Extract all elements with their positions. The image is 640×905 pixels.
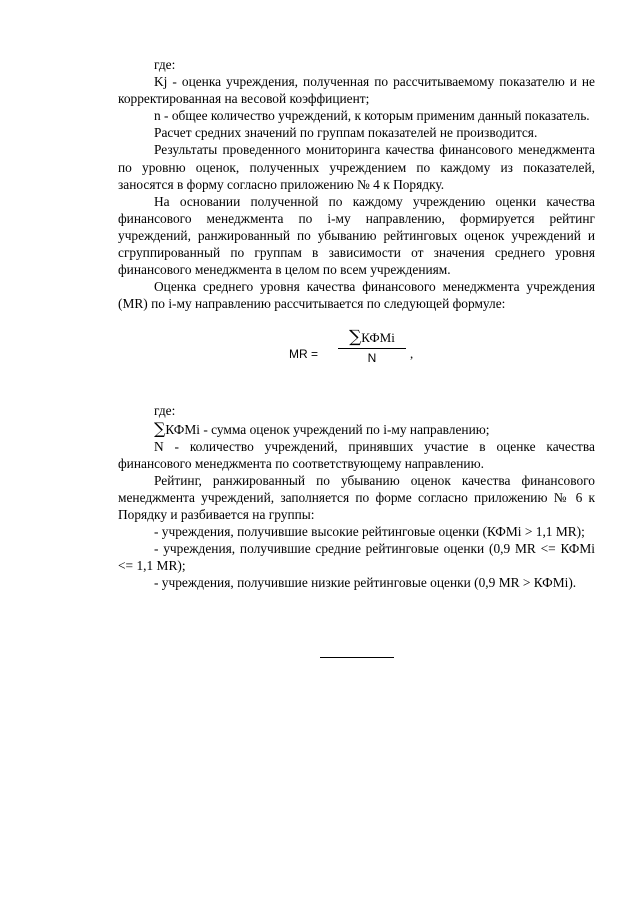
end-divider xyxy=(320,657,394,658)
paragraph-rating-basis: На основании полученной по каждому учреждению оценки качества финансового менеджмента по i-му направлению, формируется рейтинг учреждений, ранжированный по убыванию рейтинговых оценок учреждений и сгруппированный по группам в зависимости от значения среднего уровня финансового менеджмента в целом по всем учреждениям. xyxy=(118,193,595,278)
document-body xyxy=(118,56,595,591)
paragraph-mr-intro: Оценка среднего уровня качества финансового менеджмента учреждения (MR) по i-му направлению рассчитывается по следующей формуле: xyxy=(118,279,595,312)
paragraph-where-2: где: xyxy=(154,403,176,419)
list-item-low: - учреждения, получившие низкие рейтинговые оценки (0,9 MR > КФMi). xyxy=(154,575,577,591)
formula-numerator xyxy=(336,327,408,347)
sum-text: - сумма оценок учреждений по i-му направлению; xyxy=(199,421,490,437)
formula-numerator-term: КФMi xyxy=(361,330,395,346)
paragraph-N-definition: N - количество учреждений, принявших участие в оценке качества финансового менеджмента по соответствующему направлению. xyxy=(118,438,595,471)
sum-symbol: ∑ xyxy=(154,418,166,438)
formula-fraction xyxy=(336,327,408,366)
paragraph-n-definition: n - общее количество учреждений, к которым применим данный показатель. xyxy=(154,108,590,124)
paragraph-sum-definition xyxy=(118,420,595,438)
sigma-symbol: ∑ xyxy=(349,327,362,348)
mr-formula xyxy=(118,312,595,402)
fraction-bar xyxy=(338,348,406,349)
formula-comma: , xyxy=(410,346,414,362)
paragraph-where-1: где: xyxy=(154,57,176,72)
formula-denominator: N xyxy=(367,351,377,366)
list-item-high: - учреждения, получившие высокие рейтинговые оценки (КФMi > 1,1 MR); xyxy=(154,524,585,540)
paragraph-monitoring-results: Результаты проведенного мониторинга качества финансового менеджмента по уровню оценок, полученных учреждением по каждому из показателей, заносятся в форму согласно приложению № 4 к Порядку. xyxy=(118,142,595,192)
formula-lhs: MR = xyxy=(289,347,319,362)
sum-term: КФMi xyxy=(165,421,200,437)
paragraph-no-averages: Расчет средних значений по группам показателей не производится. xyxy=(154,125,538,141)
paragraph-kj-definition: Kj - оценка учреждения, полученная по рассчитываемому показателю и не корректированная на весовой коэффициент; xyxy=(118,74,595,107)
list-item-medium: - учреждения, получившие средние рейтинговые оценки (0,9 MR <= КФMi <= 1,1 MR); xyxy=(118,541,595,574)
paragraph-rating-form: Рейтинг, ранжированный по убыванию оценок качества финансового менеджмента учреждений, заполняется по форме согласно приложению № 6 к Порядку и разбивается на группы: xyxy=(118,472,595,522)
